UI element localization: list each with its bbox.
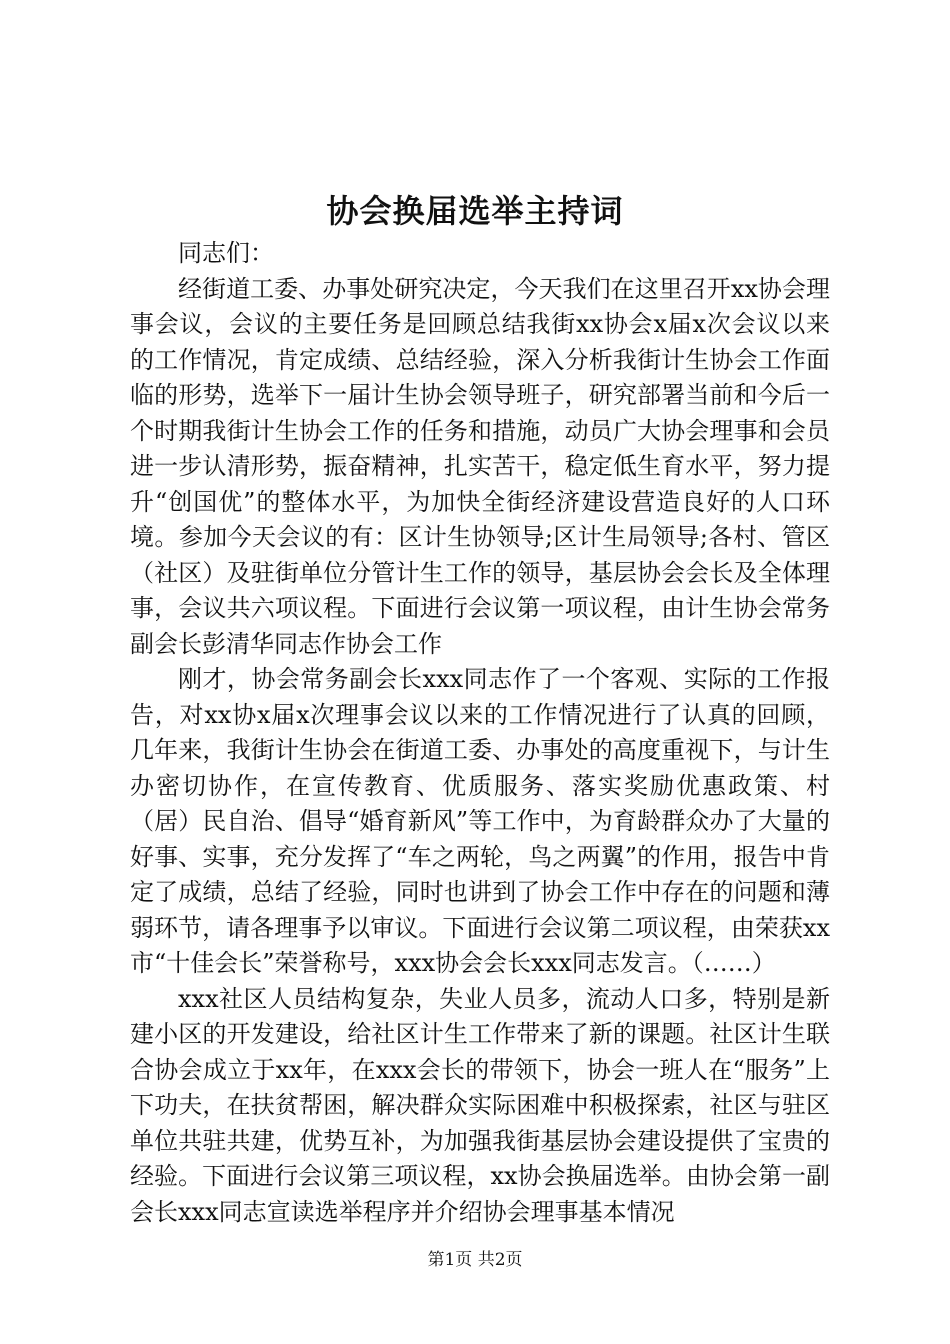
page-footer: 第1页 共2页 bbox=[427, 1250, 523, 1270]
salutation: 同志们： bbox=[178, 239, 274, 267]
paragraph-1: 经街道工委、办事处研究决定，今天我们在这里召开xx协会理事会议，会议的主要任务是回顾总结我街xx协会x届x次会议以来的工作情况，肯定成绩、总结经验，深入分析我街计生协会工作面临的形势，选举下一届计生协会领导班子，研究部署当前和今后一个时期我街计生协会工作的任务和措施，动员广大协会理事和会员进一步认清形势，振奋精神，扎实苦干，稳定低生育水平，努力提升“创国优”的整体水平，为加快全街经济建设营造良好的人口环境。参加今天会议的有：区计生协领导;区计生局领导;各村、管区（社区）及驻街单位分管计生工作的领导，基层协会会长及全体理事，会议共六项议程。下面进行会议第一项议程，由计生协会常务副会长彭清华同志作协会工作 bbox=[130, 274, 830, 658]
document-title: 协会换届选举主持词 bbox=[326, 192, 624, 230]
paragraph-3: xxx社区人员结构复杂，失业人员多，流动人口多，特别是新建小区的开发建设，给社区计生工作带来了新的课题。社区计生联合协会成立于xx年，在xxx会长的带领下，协会一班人在“服务”上下功夫，在扶贫帮困，解决群众实际困难中积极探索，社区与驻区单位共驻共建，优势互补，为加强我街基层协会建设提供了宝贵的经验。下面进行会议第三项议程，xx协会换届选举。由协会第一副会长xxx同志宣读选举程序并介绍协会理事基本情况 bbox=[130, 984, 830, 1226]
document-body bbox=[130, 236, 830, 1230]
paragraph-2: 刚才，协会常务副会长xxx同志作了一个客观、实际的工作报告，对xx协x届x次理事会议以来的工作情况进行了认真的回顾，几年来，我街计生协会在街道工委、办事处的高度重视下，与计生办密切协作，在宣传教育、优质服务、落实奖励优惠政策、村（居）民自治、倡导“婚育新风”等工作中，为育龄群众办了大量的好事、实事，充分发挥了“车之两轮，鸟之两翼”的作用，报告中肯定了成绩，总结了经验，同时也讲到了协会工作中存在的问题和薄弱环节，请各理事予以审议。下面进行会议第二项议程，由荣获xx市“十佳会长”荣誉称号，xxx协会会长xxx同志发言。（……） bbox=[130, 665, 830, 977]
